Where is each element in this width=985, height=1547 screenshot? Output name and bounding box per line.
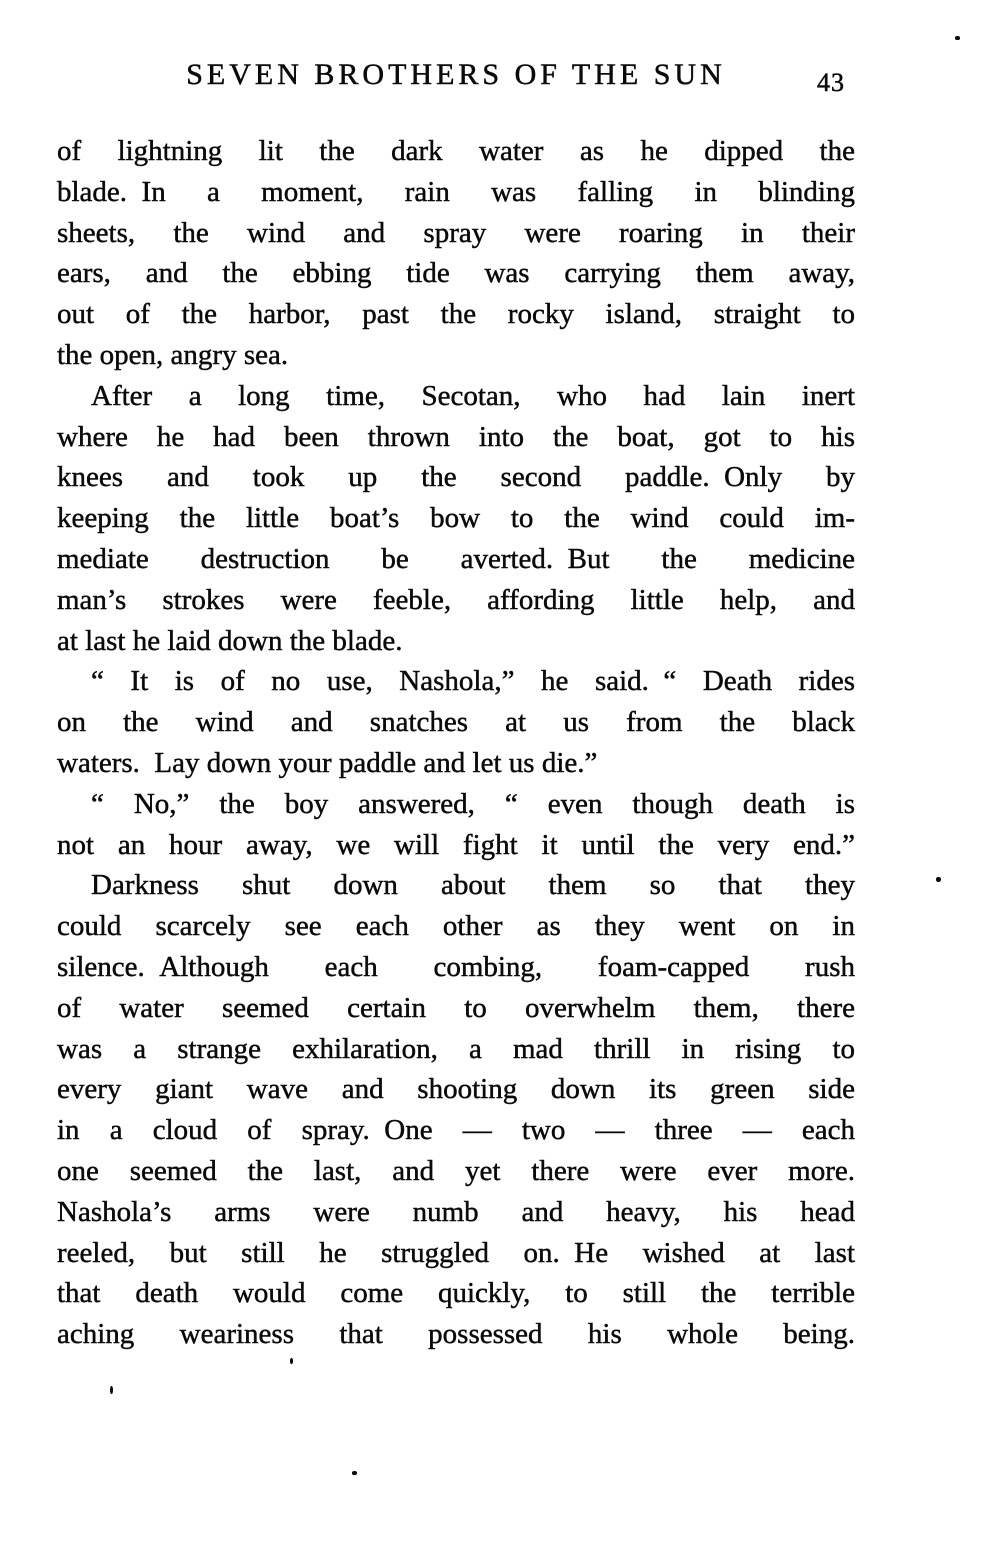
- text-line: of water seemed certain to overwhelm them, there: [57, 991, 855, 1024]
- text-line: the open, angry sea.: [57, 338, 289, 371]
- text-line: silence. Although each combing, foam-capped rush: [57, 950, 855, 983]
- text-line: blade. In a moment, rain was falling in blinding: [57, 175, 855, 208]
- page-header: [57, 58, 855, 108]
- text-line: man’s strokes were feeble, affording little help, and: [57, 583, 855, 616]
- page-number: 43: [817, 68, 845, 97]
- text-line: waters. Lay down your paddle and let us die.”: [57, 746, 598, 779]
- text-line: was a strange exhilaration, a mad thrill in rising to: [57, 1032, 855, 1065]
- text-line: mediate destruction be averted. But the medicine: [57, 542, 855, 575]
- running-head-title: SEVEN BROTHERS OF THE SUN: [186, 58, 726, 91]
- text-line: reeled, but still he struggled on. He wished at last: [57, 1236, 855, 1269]
- body-text-block: [57, 131, 855, 1355]
- text-line: one seemed the last, and yet there were ever more.: [57, 1154, 855, 1187]
- text-line: at last he laid down the blade.: [57, 624, 403, 657]
- text-line: in a cloud of spray. One — two — three — each: [57, 1114, 855, 1147]
- text-line: could scarcely see each other as they went on in: [57, 910, 855, 943]
- text-line: aching weariness that possessed his whole being.: [57, 1318, 855, 1351]
- text-line: Darkness shut down about them so that they: [91, 869, 855, 902]
- scan-speck: [290, 1358, 293, 1364]
- paragraph: [57, 784, 855, 866]
- text-line: “ It is of no use, Nashola,” he said. “ Death rides: [91, 665, 855, 698]
- scan-speck: [352, 1471, 357, 1475]
- text-line: every giant wave and shooting down its green side: [57, 1073, 855, 1106]
- text-line: Nashola’s arms were numb and heavy, his head: [57, 1195, 855, 1228]
- paragraph: [57, 661, 855, 783]
- text-line: After a long time, Secotan, who had lain inert: [91, 379, 855, 412]
- text-line: of lightning lit the dark water as he dipped the: [57, 135, 855, 167]
- text-line: out of the harbor, past the rocky island, straight to: [57, 298, 855, 331]
- text-line: “ No,” the boy answered, “ even though death is: [91, 787, 855, 820]
- text-line: sheets, the wind and spray were roaring in their: [57, 216, 855, 249]
- scan-speck: [955, 36, 960, 40]
- scan-speck: [936, 877, 941, 882]
- text-line: not an hour away, we will fight it until the very end.”: [57, 828, 855, 861]
- text-line: ears, and the ebbing tide was carrying them away,: [57, 257, 855, 290]
- paragraph: [57, 131, 855, 376]
- scan-speck: [110, 1386, 113, 1394]
- text-line: knees and took up the second paddle. Only by: [57, 461, 855, 494]
- text-line: on the wind and snatches at us from the black: [57, 706, 855, 739]
- text-line: that death would come quickly, to still the terrible: [57, 1277, 855, 1310]
- text-line: where he had been thrown into the boat, got to his: [57, 420, 855, 453]
- paragraph: [57, 376, 855, 662]
- paragraph: [57, 865, 855, 1355]
- text-line: keeping the little boat’s bow to the wind could im-: [57, 502, 855, 535]
